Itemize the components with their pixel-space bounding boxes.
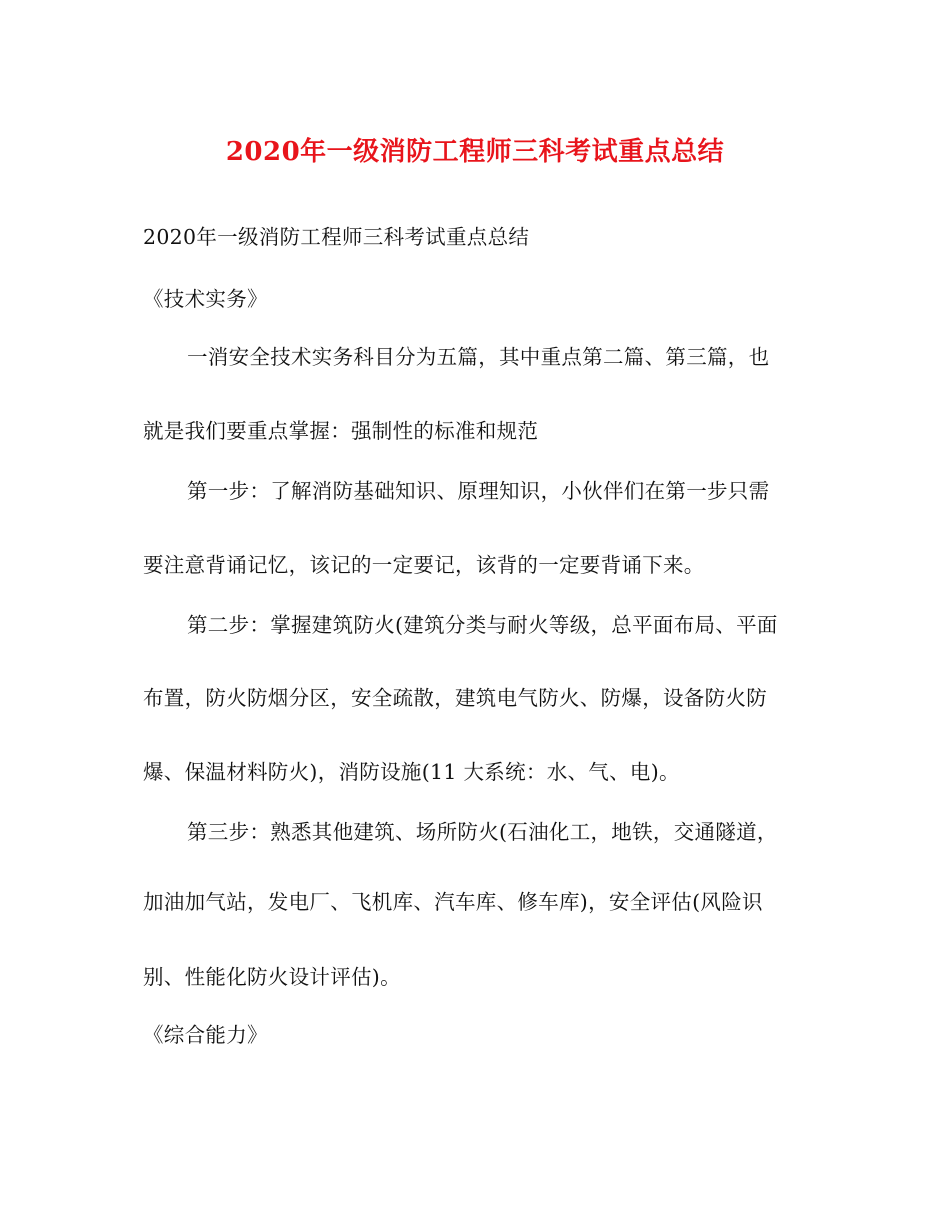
paragraph-line: 加油加气站，发电厂、飞机库、汽车库、修车库)，安全评估(风险识 — [143, 890, 763, 914]
paragraph-line: 第三步：熟悉其他建筑、场所防火(石油化工，地铁，交通隧道， — [187, 820, 778, 844]
paragraph-line: 第二步：掌握建筑防火(建筑分类与耐火等级，总平面布局、平面 — [187, 613, 778, 637]
section-heading-technical-practice: 《技术实务》 — [143, 287, 268, 311]
document-title: 2020年一级消防工程师三科考试重点总结 — [225, 137, 725, 167]
subtitle-line: 2020年一级消防工程师三科考试重点总结 — [143, 225, 530, 249]
paragraph-line: 第一步：了解消防基础知识、原理知识，小伙伴们在第一步只需 — [187, 479, 770, 503]
paragraph-line: 一消安全技术实务科目分为五篇，其中重点第二篇、第三篇，也 — [187, 345, 770, 369]
paragraph-line: 别、性能化防火设计评估)。 — [143, 965, 401, 989]
section-heading-comprehensive-ability: 《综合能力》 — [143, 1023, 268, 1047]
paragraph-line: 爆、保温材料防火)，消防设施(11 大系统：水、气、电)。 — [143, 760, 680, 784]
paragraph-line: 就是我们要重点掌握：强制性的标准和规范 — [143, 419, 539, 443]
paragraph-line: 要注意背诵记忆，该记的一定要记，该背的一定要背诵下来。 — [143, 553, 705, 577]
paragraph-line: 布置，防火防烟分区，安全疏散，建筑电气防火、防爆，设备防火防 — [143, 686, 767, 710]
